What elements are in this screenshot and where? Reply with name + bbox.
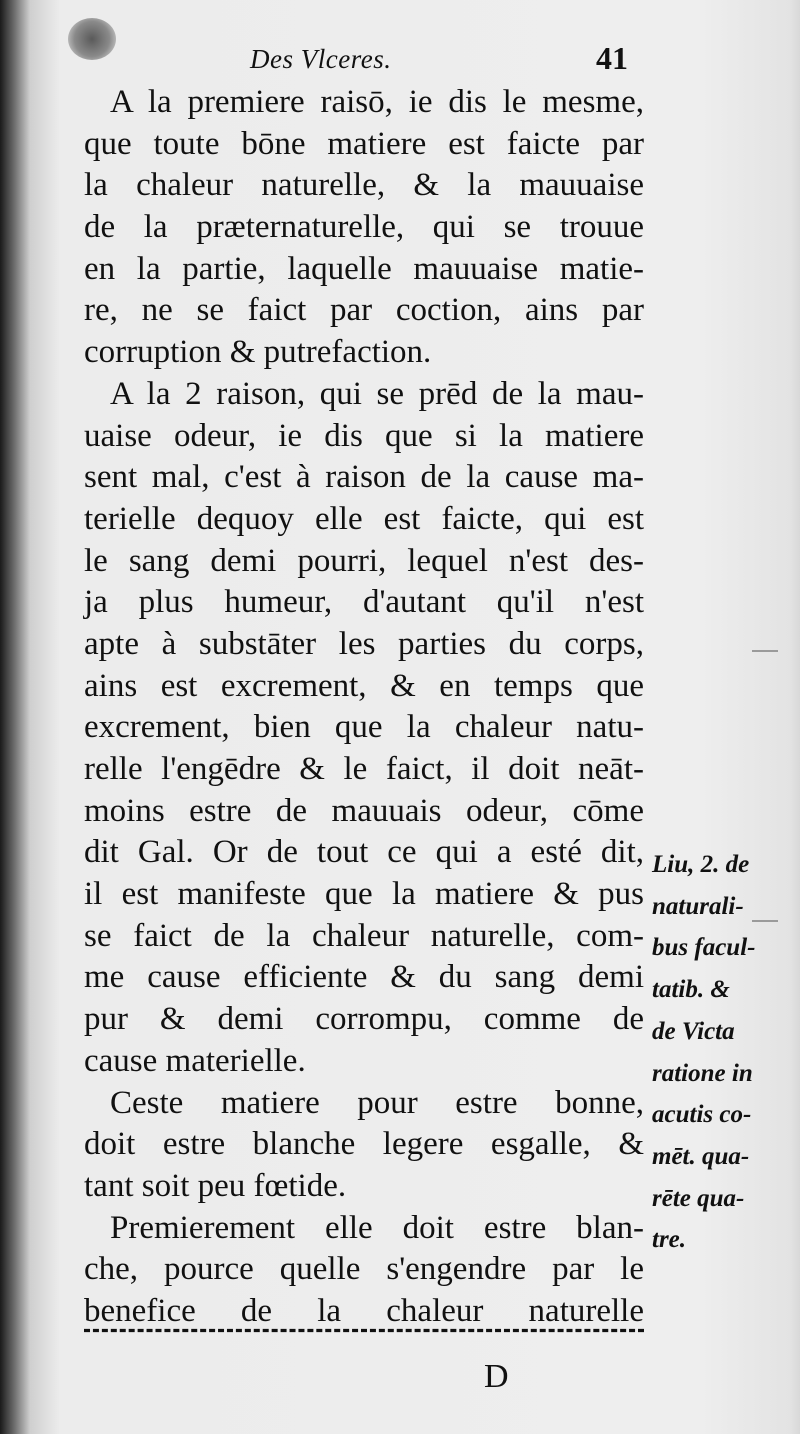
text-line: la chaleur naturelle, & la mauuaise xyxy=(84,167,644,204)
text-line: sent mal, c'est à raison de la cause ma- xyxy=(84,459,644,496)
margin-note-line: bus facul- xyxy=(652,934,756,962)
text-line: il est manifeste que la matiere & pus xyxy=(84,876,644,913)
text-line: re, ne se faict par coction, ains par xyxy=(84,292,644,329)
text-line: moins estre de mauuais odeur, cōme xyxy=(84,792,644,829)
margin-note-line: acutis co- xyxy=(652,1101,752,1129)
text-line: uaise odeur, ie dis que si la matiere xyxy=(84,417,644,454)
text-line: Premierement elle doit estre blan- xyxy=(110,1209,644,1246)
text-line: A la 2 raison, qui se prēd de la mau- xyxy=(110,375,644,412)
text-line: relle l'engēdre & le faict, il doit neāt- xyxy=(84,751,644,787)
text-line: benefice de la chaleur naturelle xyxy=(84,1292,644,1329)
text-line: apte à substāter les parties du corps, xyxy=(84,625,644,662)
text-line: de la præternaturelle, qui se trouue xyxy=(84,209,644,246)
text-line: terielle dequoy elle est faicte, qui est xyxy=(84,500,644,537)
edge-dash xyxy=(752,650,778,652)
text-line: A la premiere raisō, ie dis le mesme, xyxy=(110,84,644,120)
signature-mark: D xyxy=(484,1358,509,1395)
text-line: corruption & putrefaction. xyxy=(84,334,432,371)
page-number: 41 xyxy=(596,40,628,76)
text-line: se faict de la chaleur naturelle, com- xyxy=(84,917,644,954)
edge-dash xyxy=(752,920,778,922)
margin-note-line: mēt. qua- xyxy=(652,1142,750,1170)
text-line: che, pource quelle s'engendre par le xyxy=(84,1251,644,1288)
margin-note-line: ratione in xyxy=(652,1059,753,1087)
text-line: ains est excrement, & en temps que xyxy=(84,667,644,704)
text-line: me cause efficiente & du sang demi xyxy=(84,959,644,996)
body-text xyxy=(84,82,644,1333)
ink-blot xyxy=(68,18,116,60)
text-line: dit Gal. Or de tout ce qui a esté dit, xyxy=(84,834,644,871)
margin-note-line: tatib. & xyxy=(652,976,730,1004)
text-line: Ceste matiere pour estre bonne, xyxy=(110,1084,644,1121)
marginal-note xyxy=(652,844,792,1261)
margin-note-line: de Victa xyxy=(652,1017,735,1045)
text-line: que toute bōne matiere est faicte par xyxy=(84,125,644,162)
margin-note-line: rēte qua- xyxy=(652,1184,745,1212)
margin-note-line: naturali- xyxy=(652,892,744,920)
text-line: en la partie, laquelle mauuaise matie- xyxy=(84,250,644,287)
text-line: doit estre blanche legere esgalle, & xyxy=(84,1126,644,1163)
text-line: pur & demi corrompu, comme de xyxy=(84,1001,644,1038)
text-line: cause materielle. xyxy=(84,1042,306,1079)
text-line: ja plus humeur, d'autant qu'il n'est xyxy=(84,584,644,621)
margin-note-line: tre. xyxy=(652,1226,687,1254)
running-head: Des Vlceres. xyxy=(250,44,392,74)
text-line: excrement, bien que la chaleur natu- xyxy=(84,709,644,746)
text-line: le sang demi pourri, lequel n'est des- xyxy=(84,542,644,579)
margin-note-line: Liu, 2. de xyxy=(652,851,750,878)
text-line: tant soit peu fœtide. xyxy=(84,1167,347,1204)
